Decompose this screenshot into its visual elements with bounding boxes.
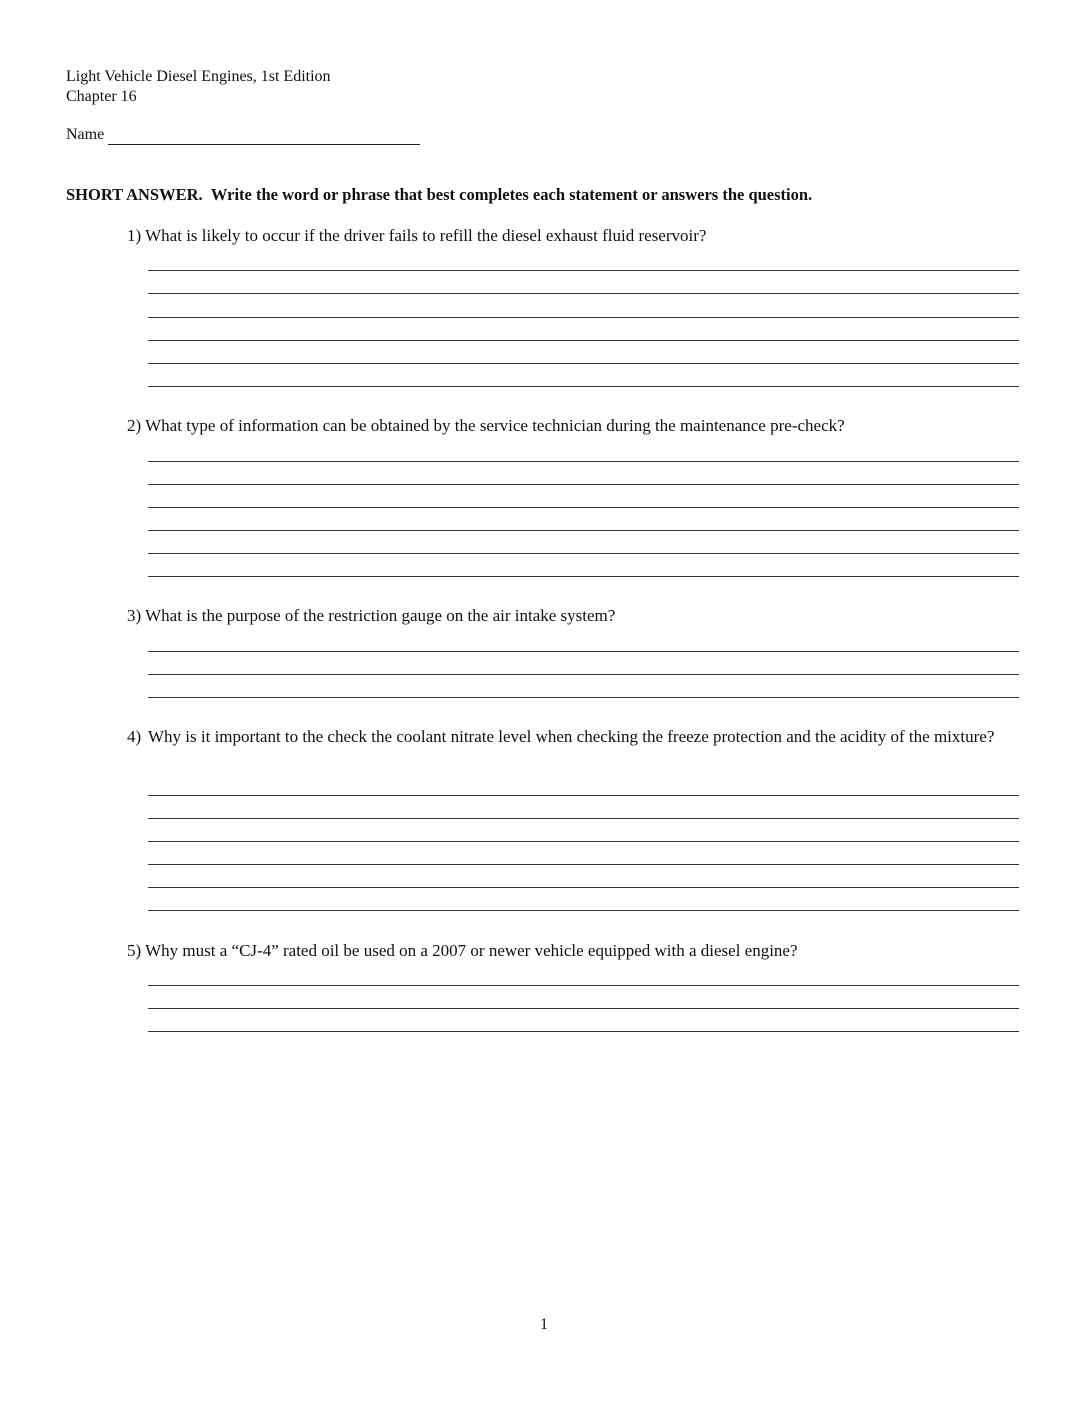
answer-line[interactable] bbox=[148, 818, 1019, 819]
question-5 bbox=[127, 939, 798, 962]
answer-line[interactable] bbox=[148, 985, 1019, 986]
book-title: Light Vehicle Diesel Engines, 1st Edition bbox=[66, 68, 331, 85]
answer-line[interactable] bbox=[148, 461, 1019, 462]
answer-line[interactable] bbox=[148, 864, 1019, 865]
answer-line[interactable] bbox=[148, 553, 1019, 554]
answer-line[interactable] bbox=[148, 317, 1019, 318]
section-instructions bbox=[66, 185, 812, 205]
answer-line[interactable] bbox=[148, 530, 1019, 531]
answer-line[interactable] bbox=[148, 674, 1019, 675]
answer-line[interactable] bbox=[148, 910, 1019, 911]
question-text: Why must a “CJ-4” rated oil be used on a 2007 or newer vehicle equipped with a diesel engine? bbox=[145, 941, 798, 960]
answer-line[interactable] bbox=[148, 340, 1019, 341]
question-3 bbox=[127, 604, 615, 627]
name-field-line[interactable] bbox=[108, 144, 420, 145]
question-number: 2) bbox=[127, 416, 142, 435]
section-title: SHORT ANSWER. bbox=[66, 185, 203, 204]
question-1 bbox=[127, 224, 706, 247]
answer-line[interactable] bbox=[148, 576, 1019, 577]
answer-line[interactable] bbox=[148, 363, 1019, 364]
answer-line[interactable] bbox=[148, 1008, 1019, 1009]
answer-line[interactable] bbox=[148, 293, 1019, 294]
answer-line[interactable] bbox=[148, 697, 1019, 698]
question-text: What is the purpose of the restriction gauge on the air intake system? bbox=[145, 606, 616, 625]
question-4-number: 4) bbox=[127, 727, 142, 746]
chapter-label: Chapter 16 bbox=[66, 88, 137, 105]
answer-line[interactable] bbox=[148, 651, 1019, 652]
answer-line[interactable] bbox=[148, 507, 1019, 508]
question-text: What is likely to occur if the driver fails to refill the diesel exhaust fluid reservoir? bbox=[145, 226, 707, 245]
answer-line[interactable] bbox=[148, 386, 1019, 387]
question-number: 1) bbox=[127, 226, 142, 245]
page-number: 1 bbox=[540, 1316, 548, 1333]
question-text: What type of information can be obtained by the service technician during the maintenance pre-check? bbox=[145, 416, 845, 435]
answer-line[interactable] bbox=[148, 270, 1019, 271]
name-label: Name bbox=[66, 126, 105, 143]
question-number: 5) bbox=[127, 941, 142, 960]
answer-line[interactable] bbox=[148, 841, 1019, 842]
question-2 bbox=[127, 414, 845, 437]
answer-line[interactable] bbox=[148, 484, 1019, 485]
answer-line[interactable] bbox=[148, 887, 1019, 888]
answer-line[interactable] bbox=[148, 795, 1019, 796]
section-instruction-text: Write the word or phrase that best completes each statement or answers the question. bbox=[210, 185, 813, 204]
answer-line[interactable] bbox=[148, 1031, 1019, 1032]
question-4-text: Why is it important to the check the coolant nitrate level when checking the freeze protection and the acidity of the mixture? bbox=[148, 727, 995, 746]
question-number: 3) bbox=[127, 606, 142, 625]
